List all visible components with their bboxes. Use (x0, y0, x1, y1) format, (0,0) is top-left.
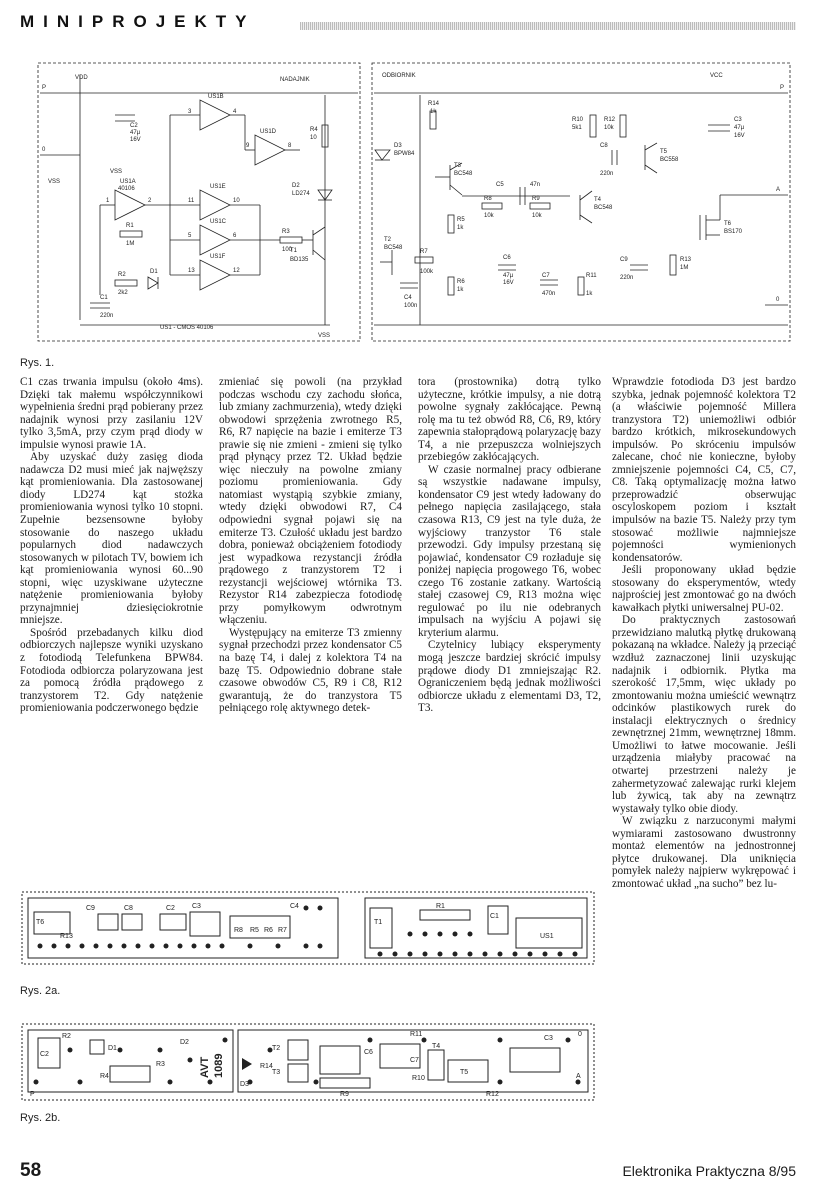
transmitter-frame (38, 63, 360, 341)
schematic-label: R6 (457, 279, 465, 285)
schematic-label: 47µ (734, 125, 745, 131)
schematic-label: R7 (420, 249, 428, 255)
schematic-label: R11 (586, 273, 597, 279)
schematic-label: 47n (530, 182, 541, 188)
schematic-label: 16V (503, 280, 514, 286)
schematic-label: US1E (210, 184, 226, 190)
pcb-logo-label: 1089 (213, 1053, 225, 1078)
schematic-label: 10k (532, 213, 542, 219)
pcb-label: C2 (40, 1051, 49, 1058)
pcb-label: R12 (486, 1091, 499, 1098)
pcb-label: R13 (60, 933, 73, 940)
schematic-label: BPW84 (394, 151, 415, 157)
pin-number: 6 (233, 233, 237, 239)
paragraph: Do praktycznych zastosowań przewidziano malutką płytkę drukowaną pokazaną na wkładce. Należy ją przeciąć wzdłuż zaznaczonej linii uzyskując nadajnik i odbiornik. Płytka ma szerokość 17,5mm, więc układy po zmontowaniu można umieścić wewnątrz odcinków plastikowych rurek do instalacji elektrycznych o średnicy zewnętrznej 21mm, wewnętrznej 18mm. Umożliwi to łatwe mocowanie. Jeśli urządzenia miałyby pracować na otwartej przestrzeni należy je zahermetyzować zalewając rurki klejem lub żywicą, tak aby na zewnątrz wystawały tylko obie diody. (612, 614, 796, 815)
schematic-label: BS170 (724, 229, 743, 235)
paragraph: Aby uzyskać duży zasięg dioda nadawcza D2 musi mieć jak najwęższy kąt promieniowania. Dla zastosowanej diody LD274 kąt stożka promieniowania wynosi tylko 10 stopni. Zupełnie bezsensowne byłoby stosowanie do naszego układu popularnych diod nadawczych stosowanych w pilotach TV, bowiem ich kąt promieniowania wynosi 60...90 stopni, więc uzyskiwane użyteczne natężenie promieniowania byłoby przynajmniej dziesięciokrotnie mniejsze. (20, 451, 203, 627)
schematic-label: 40106 (118, 186, 135, 192)
pin-number: 11 (188, 198, 195, 204)
schematic-label: T3 (454, 163, 462, 169)
schematic-label: 220n (100, 313, 114, 319)
paragraph: W związku z narzuconymi małymi wymiarami zastosowano dwustronny montaż elementów na jednostronnej płytce drukowanej. Dla uniknięcia pomyłek należy najpierw wykrępować i zmontować układ „na sucho” bez lu- (612, 815, 796, 890)
paragraph: Spośród przebadanych kilku diod odbiorczych najlepsze wyniki uzyskano z fotodiodą Telefunkena BPW84. Fotodioda odbiorcza polaryzowana jest za pomocą źródła prądowego z tranzystorem T2. Gdy natężenie promieniowania podczerwonego będzie (20, 626, 203, 715)
pcb-label: R6 (264, 927, 273, 934)
schematic-label: C6 (503, 255, 511, 261)
schematic-label: 1k (586, 291, 593, 297)
schematic-figure (20, 55, 796, 345)
schematic-label: US1F (210, 254, 226, 260)
figure2b-caption: Rys. 2b. (20, 1112, 61, 1124)
schematic-label: T4 (594, 197, 602, 203)
pcb-label: C1 (490, 913, 499, 920)
schematic-label: 220n (620, 275, 634, 281)
schematic-label: T2 (384, 237, 392, 243)
pcb-label: R1 (436, 903, 445, 910)
schematic-label: D2 (292, 183, 300, 189)
schematic-label: T6 (724, 221, 732, 227)
paragraph: Czytelnicy lubiący eksperymenty mogą jeszcze bardziej skrócić impulsy prądowe diody D1 zmniejszając R2. Ograniczeniem będą jednak możliwości odbiorcze układu z elementami D3, T2, T3. (418, 639, 601, 715)
pcb-label: C4 (290, 903, 299, 910)
schematic-label: 47µ (503, 273, 514, 279)
schematic-label: C5 (496, 182, 504, 188)
schematic-label: R4 (310, 127, 318, 133)
paragraph: tora (prostownika) dotrą tylko użyteczne, krótkie impulsy, a nie dotrą powolne sygnały zakłócające. Pewną rolę ma tu też obwód R8, C6, R9, który zapewnia stałoprądową polaryzację bazy T4, a nie przepuszcza wolniejszych przebiegów zakłócających. (418, 376, 601, 464)
pin-number: 4 (233, 109, 237, 115)
receiver-title: ODBIORNIK (382, 73, 416, 79)
pcb-top-figure (20, 888, 596, 968)
schematic-label: C2 (130, 123, 138, 129)
schematic-label: US1C (210, 219, 227, 225)
paragraph: Jeśli proponowany układ będzie stosowany do eksperymentów, wtedy najprościej jest zmontować go na dwóch kawałkach płytki uniwersalnej PU-02. (612, 564, 796, 614)
transmitter-title: NADAJNIK (280, 77, 310, 83)
schematic-label: 10k (484, 213, 494, 219)
schematic-label: T5 (660, 149, 668, 155)
schematic-label: 470n (542, 291, 556, 297)
schematic-label: R9 (532, 196, 540, 202)
schematic-label: R12 (604, 117, 616, 123)
schematic-label: VDD (75, 75, 88, 81)
schematic-label: VSS (48, 179, 61, 185)
schematic-label: R1 (126, 223, 134, 229)
pcb-label: R10 (412, 1075, 425, 1082)
schematic-label: R5 (457, 217, 465, 223)
schematic-label: R8 (484, 196, 492, 202)
pcb-label: T6 (36, 919, 45, 926)
pin-number: 1 (106, 198, 110, 204)
pcb-label: R11 (410, 1031, 423, 1038)
pcb-label: R9 (340, 1091, 349, 1098)
paragraph: Wprawdzie fotodioda D3 jest bardzo szybka, jednak pojemność kolektora T2 (a właściwie pojemność Millera tranzystora T2) uniemożliwi odbiór bardzo krótkich, mikrosekundowych impulsów. Po skróceniu impulsów zalecane, choć nie konieczne, byłoby zmniejszenie pojemności C4, C5, C7, C8. Taką optymalizację można łatwo przeprowadzić obserwując oscyloskopem poziom i kształt impulsów na bazie T5. Należy przy tym stosować możliwie najmniejsze pojemności wymienionych kondensatorów. (612, 376, 796, 564)
schematic-label: R3 (282, 229, 290, 235)
pcb-label: D2 (180, 1039, 189, 1046)
pcb-label: R4 (100, 1073, 109, 1080)
pcb-bottom-figure (20, 1020, 596, 1104)
schematic-label: 10 (310, 135, 317, 141)
pin-number: 2 (148, 198, 152, 204)
schematic-label: 100k (420, 269, 434, 275)
schematic-label: BC548 (384, 245, 403, 251)
schematic-label: 220n (600, 171, 614, 177)
text-column-4 (612, 376, 796, 890)
pin-number: 5 (188, 233, 192, 239)
schematic-label: BD135 (290, 257, 309, 263)
pin-number: 3 (188, 109, 192, 115)
pcb-label: C2 (166, 905, 175, 912)
pcb-label: C3 (192, 903, 201, 910)
schematic-label: 1M (126, 241, 135, 247)
schematic-label: VSS (110, 169, 123, 175)
schematic-label: P (42, 85, 47, 91)
pcb-label: C7 (410, 1057, 419, 1064)
section-header: MINIPROJEKTY (20, 12, 256, 31)
pcb-label: P (30, 1091, 35, 1098)
paragraph: Występujący na emiterze T3 zmienny sygnał przechodzi przez kondensator C5 na bazę T4, i dalej z kolektora T4 na bazę T5. Odpowiednio dobrane stałe czasowe obwodów C5, R9 i C8, R12 gwarantują, że do tranzystora T5 pełniącego rolę aktywnego detek- (219, 626, 402, 715)
schematic-label: US1B (208, 94, 224, 100)
schematic-label: 5k1 (572, 125, 582, 131)
schematic-diagram (20, 55, 796, 345)
schematic-label: C8 (600, 143, 608, 149)
page-number: 58 (20, 1160, 42, 1181)
pcb-label: C6 (364, 1049, 373, 1056)
schematic-label: BC558 (660, 157, 679, 163)
pin-number: 10 (233, 198, 240, 204)
schematic-label: R2 (118, 272, 126, 278)
schematic-label: D1 (150, 269, 158, 275)
pcb-label: T5 (460, 1069, 469, 1076)
figure1-caption: Rys. 1. (20, 357, 55, 369)
schematic-label: 10k (604, 125, 614, 131)
pcb-label: 0 (578, 1031, 582, 1038)
text-column-2 (219, 376, 402, 715)
schematic-label: BC548 (594, 205, 613, 211)
figure2a-caption: Rys. 2a. (20, 985, 61, 997)
pcb-label: A (576, 1073, 581, 1080)
pcb-label: T3 (272, 1069, 281, 1076)
schematic-label: T1 (290, 248, 298, 254)
schematic-label: R14 (428, 101, 440, 107)
schematic-label: 0 (776, 297, 780, 303)
pcb-label: R7 (278, 927, 287, 934)
schematic-label: VCC (710, 73, 723, 79)
schematic-label: LD274 (292, 191, 310, 197)
pcb-label: R14 (260, 1063, 273, 1070)
paragraph: W czasie normalnej pracy odbierane są wszystkie nadawane impulsy, kondensator C9 jest wtedy ładowany do pełnego napięcia zasilającego, stała czasowa R13, C9 jest na tyle duża, że wyjściowy tranzystor T6 stale przewodzi. Gdy impulsy przestaną się pojawiać, kondensator C9 rozładuje się poniżej napięcia progowego T6, wobec czego T6 zostanie zatkany. Wartością stałej czasowej C9, R13 można więc regulować po ilu nie odebranych impulsach na wyjściu A pojawi się kryterium alarmu. (418, 463, 601, 639)
text-column-3 (418, 376, 601, 715)
schematic-label: C7 (542, 273, 550, 279)
schematic-label: VSS (318, 333, 331, 339)
header-decoration-bar (300, 22, 796, 30)
pcb-label: R3 (156, 1061, 165, 1068)
schematic-label: BC548 (454, 171, 473, 177)
schematic-label: 100n (404, 303, 418, 309)
schematic-label: US1 - CMOS 40106 (160, 325, 214, 331)
pin-number: 12 (233, 268, 240, 274)
magazine-title: Elektronika Praktyczna 8/95 (622, 1163, 796, 1179)
pcb-label: R8 (234, 927, 243, 934)
schematic-label: 1k (430, 109, 437, 115)
schematic-label: 16V (734, 133, 745, 139)
schematic-label: 1k (457, 225, 464, 231)
text-column-1 (20, 376, 203, 715)
pin-number: 13 (188, 268, 195, 274)
schematic-label: 100 (282, 247, 293, 253)
pcb-label: D1 (108, 1045, 117, 1052)
schematic-label: P (780, 85, 785, 91)
pcb-label: T1 (374, 919, 383, 926)
schematic-label: D3 (394, 143, 402, 149)
pcb-bottom-diagram (20, 1020, 596, 1104)
schematic-label: R10 (572, 117, 584, 123)
schematic-label: 1M (680, 265, 689, 271)
pcb-label: R5 (250, 927, 259, 934)
schematic-label: US1D (260, 129, 277, 135)
schematic-label: 2k2 (118, 290, 128, 296)
pcb-label: T4 (432, 1043, 441, 1050)
pcb-label: C9 (86, 905, 95, 912)
schematic-label: 0 (42, 147, 46, 153)
pcb-label: D3 (240, 1081, 249, 1088)
schematic-label: US1A (120, 179, 136, 185)
schematic-label: R13 (680, 257, 692, 263)
pcb-label: C8 (124, 905, 133, 912)
schematic-label: 47µ (130, 130, 141, 136)
schematic-label: 1k (457, 287, 464, 293)
pcb-label: US1 (540, 933, 554, 940)
pin-number: 9 (246, 143, 250, 149)
paragraph: C1 czas trwania impulsu (około 4ms). Dzięki tak małemu współczynnikowi wypełnienia średni prąd pobierany przez nadajnik wynosi przy zasilaniu 12V tylko 3,5mA, przy czym prąd diody w impulsie wynosi prawie 1A. (20, 376, 203, 451)
pcb-label: C3 (544, 1035, 553, 1042)
paragraph: zmieniać się powoli (na przykład podczas wschodu czy zachodu słońca, lub zmiany zachmurzenia), wtedy dzięki obwodowi sprzężenia zwrotnego R5, R6, R7 napięcie na bazie i emiterze T3 prawie się nie zmieni - zmieni się tylko prąd płynący przez T2. Układ będzie więc nieczuły na powolne zmiany poziomu promieniowania. Gdy natomiast wystąpią szybkie zmiany, wtedy dzięki obwodowi R7, C4 odpowiedni sygnał pojawi się na emiterze T3. Czułość układu jest bardzo dobra, ponieważ obciążeniem fotodiody jest wypadkowa rezystancji źródła prądowego z tranzystorem T2 i rezystancji wejściowej wtórnika T3. Rezystor R14 zabezpiecza fotodiodę przy pomyłkowym odwrotnym włączeniu. (219, 376, 402, 627)
pin-number: 8 (288, 143, 292, 149)
schematic-label: C3 (734, 117, 742, 123)
pcb-top-diagram (20, 888, 596, 968)
schematic-label: C9 (620, 257, 628, 263)
pcb-label: R2 (62, 1033, 71, 1040)
pcb-label: T2 (272, 1045, 281, 1052)
schematic-label: A (776, 187, 781, 193)
schematic-label: 16V (130, 137, 141, 143)
schematic-label: C1 (100, 295, 108, 301)
pcb-logo-label: AVT (199, 1056, 211, 1078)
schematic-label: C4 (404, 295, 412, 301)
